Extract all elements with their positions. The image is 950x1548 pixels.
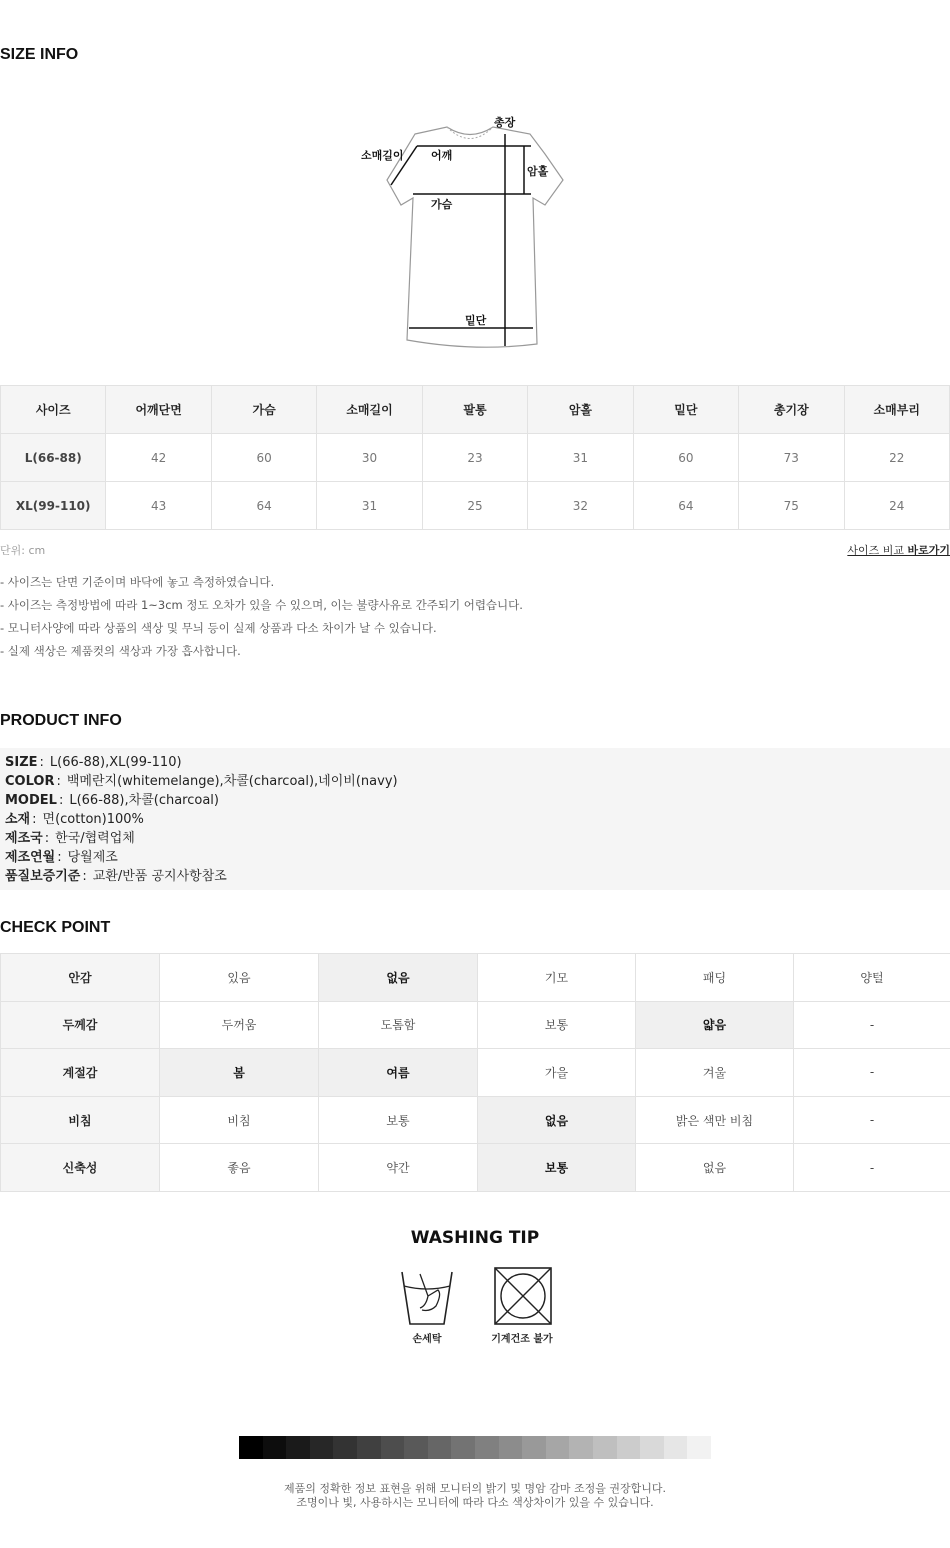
size-header-cell: 팔통 <box>422 386 527 434</box>
label-hem: 밑단 <box>465 314 487 327</box>
size-header-cell: 밑단 <box>633 386 738 434</box>
gray-swatch <box>286 1436 310 1459</box>
disclaimer-line-2: 조명이나 빛, 사용하시는 모니터에 따라 다소 색상차이가 있을 수 있습니다. <box>296 1496 654 1509</box>
size-value-cell: 24 <box>844 482 950 530</box>
size-value-cell: 60 <box>211 434 316 482</box>
gray-swatch <box>687 1436 711 1459</box>
hand-wash-icon <box>398 1266 456 1328</box>
product-info-key: 소재 <box>5 812 31 827</box>
check-point-option: 패딩 <box>636 954 794 1002</box>
product-info-title: PRODUCT INFO <box>0 712 122 729</box>
size-table-header <box>1 386 950 434</box>
size-value-cell: 32 <box>528 482 633 530</box>
size-value-cell: 73 <box>739 434 844 482</box>
gray-swatch <box>404 1436 428 1459</box>
size-value-cell: 31 <box>528 434 633 482</box>
hand-wash-label: 손세탁 <box>412 1334 442 1345</box>
size-table-row <box>1 434 950 482</box>
size-row-label: XL(99-110) <box>1 482 106 530</box>
size-value-cell: 23 <box>422 434 527 482</box>
gray-swatch <box>263 1436 287 1459</box>
note-item: - 모니터사양에 따라 상품의 색상 및 무늬 등이 실제 상품과 다소 차이가 날 수 있습니다. <box>0 621 437 635</box>
check-point-option: 두꺼움 <box>160 1001 319 1049</box>
gray-swatch <box>640 1436 664 1459</box>
note-item: - 사이즈는 측정방법에 따라 1~3cm 정도 오차가 있을 수 있으며, 이는 불량사유로 간주되기 어렵습니다. <box>0 598 523 612</box>
check-point-label: 안감 <box>1 954 160 1002</box>
separator: : <box>44 831 50 846</box>
check-point-option: 약간 <box>319 1144 478 1192</box>
product-info-value: L(66-88),차콜(charcoal) <box>69 793 219 808</box>
size-value-cell: 64 <box>633 482 738 530</box>
product-info-key: 제조국 <box>5 831 43 846</box>
size-header-cell: 소매부리 <box>844 386 950 434</box>
check-point-option: 봄 <box>160 1049 319 1097</box>
size-value-cell: 22 <box>844 434 950 482</box>
size-value-cell: 64 <box>211 482 316 530</box>
product-info-row <box>5 867 945 886</box>
tshirt-size-diagram <box>355 112 575 357</box>
size-value-cell: 31 <box>317 482 422 530</box>
size-value-cell: 42 <box>106 434 211 482</box>
size-value-cell: 43 <box>106 482 211 530</box>
check-point-label: 비침 <box>1 1096 160 1144</box>
check-point-label: 신축성 <box>1 1144 160 1192</box>
label-armhole: 암홀 <box>527 165 549 178</box>
product-info-key: COLOR <box>5 774 55 789</box>
compare-bold: 바로가기 <box>907 544 950 557</box>
check-point-row <box>1 1096 950 1144</box>
product-info-key: MODEL <box>5 793 57 808</box>
gray-swatch <box>593 1436 617 1459</box>
check-point-option: - <box>794 1144 950 1192</box>
separator: : <box>82 869 87 884</box>
product-info-row <box>5 810 945 829</box>
check-point-title: CHECK POINT <box>0 919 111 936</box>
label-total-length: 총장 <box>494 116 516 129</box>
check-point-table <box>0 953 950 1192</box>
product-info-key: 제조연월 <box>5 850 56 865</box>
product-info-box <box>0 748 950 890</box>
check-point-option: 보통 <box>319 1096 478 1144</box>
no-tumble-dry-label: 기계건조 불가 <box>491 1334 553 1345</box>
size-value-cell: 30 <box>317 434 422 482</box>
check-point-row <box>1 954 950 1002</box>
product-info-value: 교환/반품 공지사항참조 <box>92 869 227 884</box>
check-point-label: 계절감 <box>1 1049 160 1097</box>
product-info-value: 한국/협력업체 <box>55 831 135 846</box>
product-info-row <box>5 791 945 810</box>
gray-swatch <box>522 1436 546 1459</box>
compare-prefix: 사이즈 비교 <box>847 544 908 557</box>
size-info-title: SIZE INFO <box>0 46 79 63</box>
note-item: - 사이즈는 단면 기준이며 바닥에 놓고 측정하였습니다. <box>0 575 275 589</box>
disclaimer-line-1: 제품의 정확한 정보 표현을 위해 모니터의 밝기 및 명암 감마 조정을 권장합니다. <box>284 1482 666 1495</box>
product-info-key: SIZE <box>5 755 38 770</box>
check-point-option: - <box>794 1001 950 1049</box>
check-point-option: 좋음 <box>160 1144 319 1192</box>
gray-swatch <box>617 1436 641 1459</box>
gray-swatch <box>357 1436 381 1459</box>
check-point-option: 비침 <box>160 1096 319 1144</box>
product-info-row <box>5 772 945 791</box>
gray-swatch <box>475 1436 499 1459</box>
gray-swatch <box>451 1436 475 1459</box>
separator: : <box>57 850 62 865</box>
label-chest: 가슴 <box>431 198 453 211</box>
separator: : <box>56 774 61 789</box>
check-point-option: 겨울 <box>636 1049 794 1097</box>
size-value-cell: 75 <box>739 482 844 530</box>
check-point-row <box>1 1144 950 1192</box>
product-info-value: 백메란지(whitemelange),차콜(charcoal),네이비(navy) <box>66 774 398 789</box>
check-point-option: - <box>794 1096 950 1144</box>
size-header-cell: 소매길이 <box>317 386 422 434</box>
separator: : <box>32 812 37 827</box>
gray-swatch <box>499 1436 523 1459</box>
washing-tip-title: WASHING TIP <box>410 1228 540 1248</box>
note-item: - 실제 색상은 제품컷의 색상과 가장 흡사합니다. <box>0 644 241 658</box>
size-compare-link[interactable] <box>847 542 950 558</box>
check-point-option: 가을 <box>478 1049 636 1097</box>
separator: : <box>58 793 64 808</box>
check-point-option: 보통 <box>478 1001 636 1049</box>
size-header-cell: 어깨단면 <box>106 386 211 434</box>
size-value-cell: 25 <box>422 482 527 530</box>
gray-swatch <box>569 1436 593 1459</box>
product-info-value: 당월제조 <box>67 850 118 865</box>
size-table <box>0 385 950 530</box>
no-tumble-dry-icon <box>493 1266 553 1326</box>
gray-swatch <box>428 1436 452 1459</box>
size-header-cell: 사이즈 <box>1 386 106 434</box>
size-notes <box>0 574 523 666</box>
gray-swatch <box>239 1436 263 1459</box>
size-header-cell: 총기장 <box>739 386 844 434</box>
product-info-row <box>5 848 945 867</box>
check-point-option: 보통 <box>478 1144 636 1192</box>
product-info-value: 면(cotton)100% <box>42 812 144 827</box>
check-point-option: 도톰함 <box>319 1001 478 1049</box>
check-point-option: 없음 <box>319 954 478 1002</box>
check-point-option: 양털 <box>794 954 950 1002</box>
gray-scale-bar <box>239 1436 711 1459</box>
check-point-label: 두께감 <box>1 1001 160 1049</box>
gray-swatch <box>546 1436 570 1459</box>
gray-swatch <box>381 1436 405 1459</box>
check-point-option: 여름 <box>319 1049 478 1097</box>
check-point-option: 밝은 색만 비침 <box>636 1096 794 1144</box>
check-point-option: 없음 <box>636 1144 794 1192</box>
size-row-label: L(66-88) <box>1 434 106 482</box>
check-point-option: 있음 <box>160 954 319 1002</box>
size-header-cell: 암홀 <box>528 386 633 434</box>
product-info-row <box>5 829 945 848</box>
label-shoulder: 어깨 <box>431 149 453 162</box>
size-table-row <box>1 482 950 530</box>
separator: : <box>39 755 44 770</box>
unit-label: 단위: cm <box>0 544 46 557</box>
size-header-cell: 가슴 <box>211 386 316 434</box>
check-point-option: 없음 <box>478 1096 636 1144</box>
check-point-row <box>1 1049 950 1097</box>
check-point-option: 얇음 <box>636 1001 794 1049</box>
check-point-option: - <box>794 1049 950 1097</box>
product-info-value: L(66-88),XL(99-110) <box>49 755 182 770</box>
size-value-cell: 60 <box>633 434 738 482</box>
product-info-row <box>5 753 945 772</box>
gray-swatch <box>664 1436 688 1459</box>
check-point-row <box>1 1001 950 1049</box>
product-info-key: 품질보증기준 <box>5 869 81 884</box>
gray-swatch <box>310 1436 334 1459</box>
check-point-option: 기모 <box>478 954 636 1002</box>
gray-swatch <box>333 1436 357 1459</box>
label-sleeve-length: 소매길이 <box>361 149 404 162</box>
